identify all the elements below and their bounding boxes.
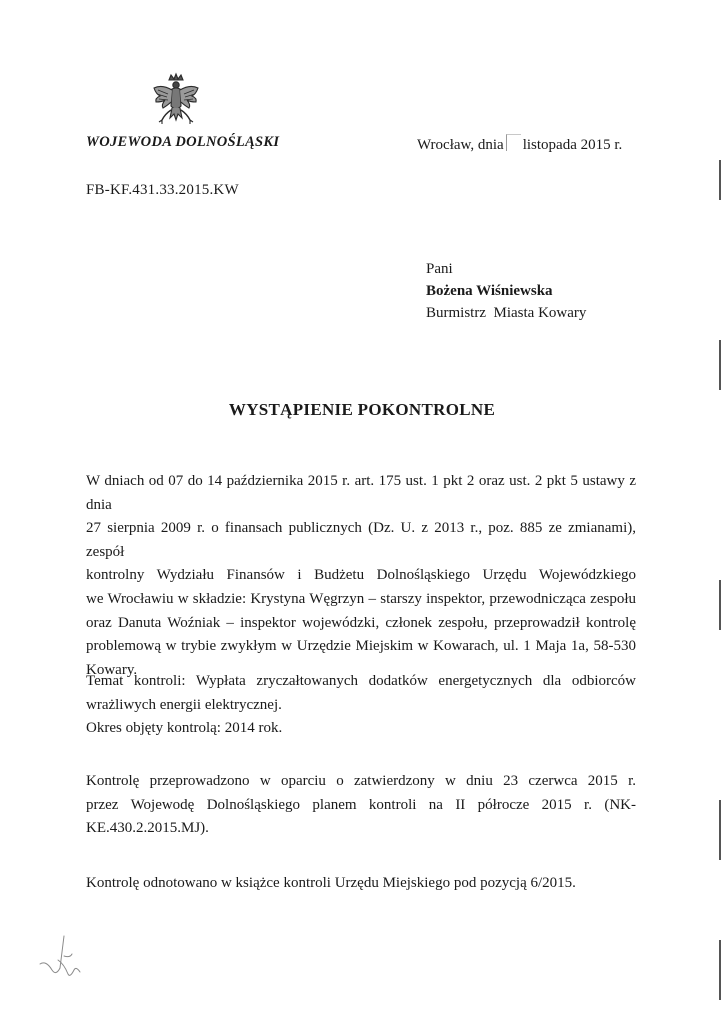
paragraph-line: Kontrolę przeprowadzono w oparciu o zatwierdzony w dniu 23 czerwca 2015 r. [86,773,636,789]
reference-number: FB-KF.431.33.2015.KW [86,182,239,198]
paragraph-line: W dniach od 07 do 14 października 2015 r. art. 175 ust. 1 pkt 2 oraz ust. 2 pkt 5 ustawy z dnia [86,473,636,513]
polish-eagle-emblem-icon [150,72,202,132]
paragraph-line: przez Wojewodę Dolnośląskiego planem kontroli na II półrocze 2015 r. (NK- [86,796,636,813]
recipient-position: Burmistrz Miasta Kowary [426,305,587,321]
recipient-block [426,258,586,324]
paragraph-line: Okres objęty kontrolą: 2014 rok. [86,720,283,737]
paragraph-line: 27 sierpnia 2009 r. o finansach publicznych (Dz. U. z 2013 r., poz. 885 ze zmianami), zespół [86,520,636,560]
paragraph-line: problemową w trybie zwykłym w Urzędzie Miejskim w Kowarach, ul. 1 Maja 1a, 58-530 [86,638,636,655]
paragraph-line: kontrolny Wydziału Finansów i Budżetu Dolnośląskiego Urzędu Wojewódzkiego [86,567,636,584]
place-date-prefix: Wrocław, dnia [417,137,504,153]
paragraph-line: wrażliwych energii elektrycznej. [86,696,282,713]
recipient-name: Bożena Wiśniewska [426,283,553,299]
place-date-suffix: listopada 2015 r. [522,137,623,153]
paragraph-line: Kowary. [86,661,138,678]
paragraph-inspection-subject [86,670,636,741]
issuer-name: WOJEWODA DOLNOŚLĄSKI [86,134,280,150]
document-title: WYSTĄPIENIE POKONTROLNE [228,400,496,419]
place-and-date [417,134,622,154]
paragraph-line: we Wrocławiu w składzie: Krystyna Węgrzyn – starszy inspektor, przewodnicząca zespołu [86,590,636,607]
paragraph-inspection-plan [86,770,636,841]
scan-edge-marks [719,160,721,1020]
recipient-salutation: Pani [426,261,453,277]
handwritten-initials-icon [34,930,86,984]
paragraph-line: oraz Danuta Woźniak – inspektor wojewódzki, członek zespołu, przeprowadził kontrolę [86,614,636,631]
paragraph-inspection-details [86,470,636,682]
paragraph-line: Temat kontroli: Wypłata zryczałtowanych dodatków energetycznych dla odbiorców [86,673,636,689]
paragraph-line: KE.430.2.2015.MJ). [86,820,209,837]
date-day-blank [506,134,521,151]
paragraph-inspection-log: Kontrolę odnotowano w książce kontroli Urzędu Miejskiego pod pozycją 6/2015. [86,875,576,891]
